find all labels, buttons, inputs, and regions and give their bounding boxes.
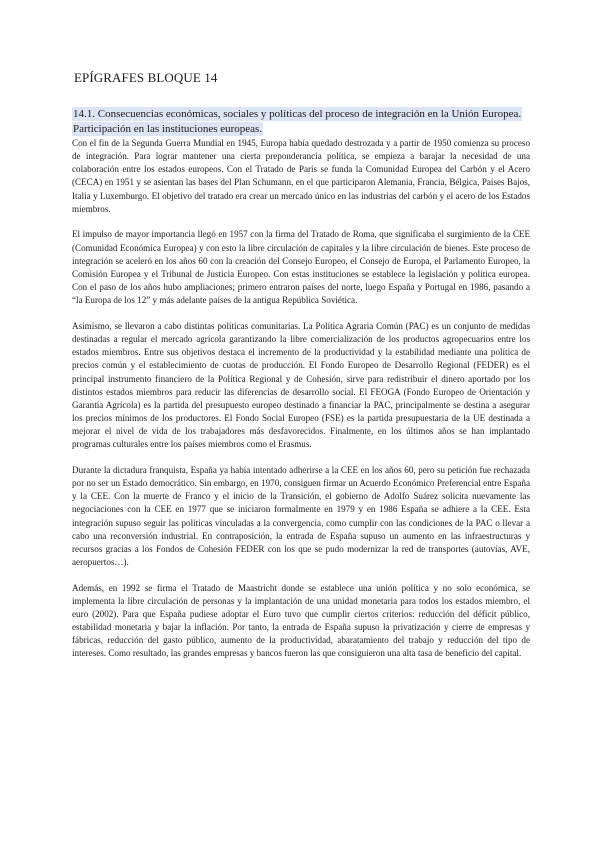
- paragraph-treaty-of-rome: El impulso de mayor importancia llegó en 1957 con la firma del Tratado de Roma, que significaba el surgimiento de la CEE (Comunidad Económica Europea) y con esto la libre circulación de capitales y la libre circulación de bienes. Este proceso de integración se aceleró en los años 60 con la creación del Consejo Europeo, el Consejo de Europa, el Parlamento Europeo, la Comisión Europea y el Tribunal de Justicia Europeo. Con estas instituciones se establece la legislación y política europea. Con el paso de los años hubo ampliaciones; primero entraron países del norte, luego España y Portugal en 1986, pasando a “la Europa de los 12” y más adelante países de la antigua República Soviética.: [72, 229, 530, 306]
- section-heading: [72, 107, 530, 137]
- paragraph-maastricht-treaty: Además, en 1992 se firma el Tratado de Maastricht donde se establece una unión política y no solo económica, se implementa la libre circulación de personas y la implantación de una unidad monetaria para todos los estados miembro, el euro (2002). Para que España pudiese adoptar el Euro tuvo que cumplir ciertos criterios: reducción del déficit público, estabilidad monetaria y bajar la inflación. Por tanto, la entrada de España supuso la privatización y cierre de empresas y fábricas, reducción del gasto público, aumento de la productividad, abaratamiento del trabajo y reducción del tipo de intereses. Como resultado, las grandes empresas y bancos fueron las que consiguieron una alta tasa de beneficio del capital.: [72, 582, 530, 659]
- paragraph-community-policies: Asimismo, se llevaron a cabo distintas políticas comunitarias. La Política Agraria Común (PAC) es un conjunto de medidas destinadas a regular el mercado agrícola garantizando la libre comercialización de los productos agropecuarios entre los estados miembros. Entre sus objetivos destaca el incremento de la productividad y la estabilidad mediante una política de precios común y el establecimiento de cuotas de producción. El Fondo Europeo de Desarrollo Regional (FEDER) es el principal instrumento financiero de la Política Regional y de Cohesión, sirve para redistribuir el dinero aportado por los distintos estados miembros para reducir las diferencias de desarrollo social. El FEOGA (Fondo Europeo de Orientación y Garantía Agrícola) es la partida del presupuesto europeo destinado a financiar la PAC, principalmente se destina a asegurar los precios mínimos de los productores. El Fondo Social Europeo (FSE) es la partida presupuestaria de la UE destinada a mejorar el nivel de vida de los trabajadores más desfavorecidos. Finalmente, en los últimos años se han implantado programas culturales entre los países miembros como el Erasmus.: [72, 320, 530, 450]
- section-heading-highlight: 14.1. Consecuencias económicas, sociales y políticas del proceso de integración en la Unión Europea. Participación en las instituciones europeas.: [73, 108, 522, 135]
- document-title: EPÍGRAFES BLOQUE 14: [74, 70, 218, 85]
- paragraph-integration-origins: Con el fin de la Segunda Guerra Mundial en 1945, Europa había quedado destrozada y a partir de 1950 comienza su proceso de integración. Para lograr mantener una cierta preponderancia política, se empieza a barajar la necesidad de una colaboración entre los estados europeos. Con el Tratado de París se funda la Comunidad Europea del Carbón y el Acero (CECA) en 1951 y se asientan las bases del Plan Schumann, en el que participaron Alemania, Francia, Bélgica, Países Bajos, Italia y Luxemburgo. El objetivo del tratado era crear un mercado único en las industrias del carbón y el acero de los Estados miembros.: [72, 138, 530, 214]
- paragraph-spain-accession: Durante la dictadura franquista, España ya había intentado adherirse a la CEE en los años 60, pero su petición fue rechazada por no ser un Estado democrático. Sin embargo, en 1970, consiguen firmar un Acuerdo Económico Preferencial entre España y la CEE. Con la muerte de Franco y el inicio de la Transición, el gobierno de Adolfo Suárez solicita nuevamente las negociaciones con la CEE en 1977 que se iniciaron formalmente en 1979 y en 1986 España se adhiere a la CEE. Esta integración supuso seguir las políticas vinculadas a la convergencia, como cumplir con las condiciones de la PAC o llevar a cabo una reconversión industrial. En contraposición, la entrada de España supuso un aumento en las infraestructuras y recursos gracias a los Fondos de Cohesión FEDER con los que se pudo modernizar la red de transportes (autovías, AVE, aeropuertos…).: [72, 464, 530, 568]
